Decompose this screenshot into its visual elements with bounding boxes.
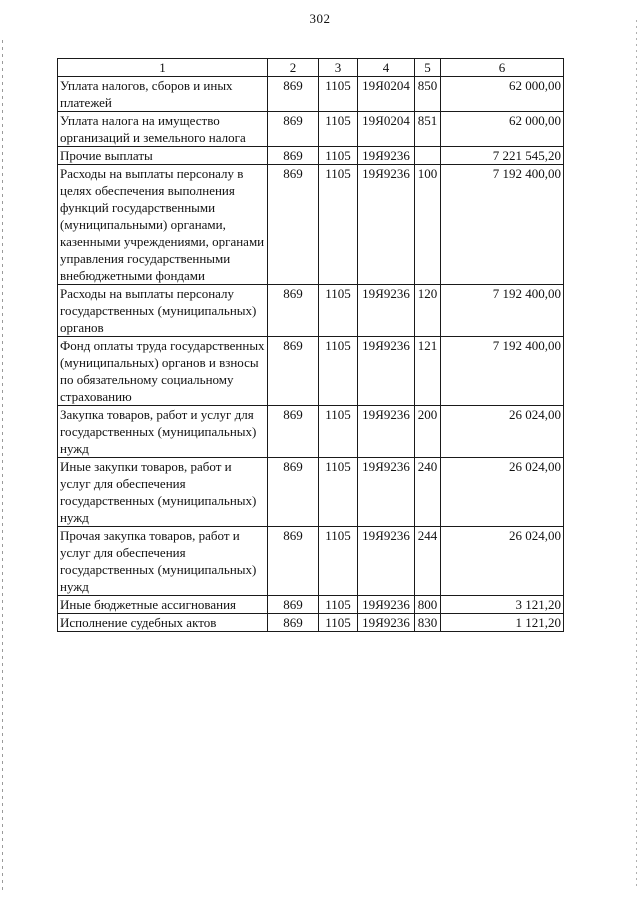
table-row (58, 147, 564, 165)
row-section-code-cell: 1105 (319, 112, 358, 147)
row-expense-type-cell: 851 (415, 112, 441, 147)
row-admin-code-cell: 869 (268, 285, 319, 337)
row-target-code-cell: 19Я9236 (358, 614, 415, 632)
row-amount-cell: 26 024,00 (441, 527, 564, 596)
column-header: 3 (319, 59, 358, 77)
row-name-cell: Уплата налогов, сборов и иных платежей (58, 77, 268, 112)
table-row (58, 458, 564, 527)
row-target-code-cell: 19Я9236 (358, 527, 415, 596)
row-section-code-cell: 1105 (319, 337, 358, 406)
table-row (58, 527, 564, 596)
table-row (58, 406, 564, 458)
row-amount-cell: 1 121,20 (441, 614, 564, 632)
row-name-cell: Прочие выплаты (58, 147, 268, 165)
column-header: 1 (58, 59, 268, 77)
row-admin-code-cell: 869 (268, 165, 319, 285)
row-section-code-cell: 1105 (319, 596, 358, 614)
row-name-cell: Расходы на выплаты персоналу государственных (муниципальных) органов (58, 285, 268, 337)
row-section-code-cell: 1105 (319, 614, 358, 632)
scan-edge-left (2, 40, 3, 890)
row-expense-type-cell: 240 (415, 458, 441, 527)
row-name-cell: Иные бюджетные ассигнования (58, 596, 268, 614)
table-row (58, 337, 564, 406)
row-section-code-cell: 1105 (319, 77, 358, 112)
budget-table (57, 58, 564, 632)
row-name-cell: Уплата налога на имущество организаций и земельного налога (58, 112, 268, 147)
row-expense-type-cell: 121 (415, 337, 441, 406)
row-admin-code-cell: 869 (268, 406, 319, 458)
row-name-cell: Расходы на выплаты персоналу в целях обеспечения выполнения функций государственными (муниципальными) органами, казенными учреждениями, органами управления государственными внебюджетными фондами (58, 165, 268, 285)
row-target-code-cell: 19Я9236 (358, 165, 415, 285)
row-admin-code-cell: 869 (268, 112, 319, 147)
row-name-cell: Исполнение судебных актов (58, 614, 268, 632)
row-target-code-cell: 19Я0204 (358, 77, 415, 112)
row-section-code-cell: 1105 (319, 458, 358, 527)
row-target-code-cell: 19Я9236 (358, 406, 415, 458)
column-header: 5 (415, 59, 441, 77)
row-name-cell: Фонд оплаты труда государственных (муниципальных) органов и взносы по обязательному социальному страхованию (58, 337, 268, 406)
row-amount-cell: 7 192 400,00 (441, 337, 564, 406)
row-admin-code-cell: 869 (268, 614, 319, 632)
row-amount-cell: 26 024,00 (441, 406, 564, 458)
row-expense-type-cell: 200 (415, 406, 441, 458)
row-expense-type-cell: 100 (415, 165, 441, 285)
row-admin-code-cell: 869 (268, 77, 319, 112)
row-amount-cell: 3 121,20 (441, 596, 564, 614)
row-expense-type-cell: 850 (415, 77, 441, 112)
page-number: 302 (309, 11, 331, 26)
row-section-code-cell: 1105 (319, 285, 358, 337)
row-admin-code-cell: 869 (268, 147, 319, 165)
row-section-code-cell: 1105 (319, 527, 358, 596)
table-row (58, 596, 564, 614)
table-row (58, 112, 564, 147)
row-target-code-cell: 19Я9236 (358, 285, 415, 337)
row-target-code-cell: 19Я9236 (358, 596, 415, 614)
row-section-code-cell: 1105 (319, 406, 358, 458)
row-target-code-cell: 19Я9236 (358, 458, 415, 527)
column-header: 6 (441, 59, 564, 77)
column-header: 2 (268, 59, 319, 77)
row-admin-code-cell: 869 (268, 458, 319, 527)
table-row (58, 285, 564, 337)
scan-edge-right (636, 20, 637, 890)
row-amount-cell: 7 221 545,20 (441, 147, 564, 165)
row-expense-type-cell: 830 (415, 614, 441, 632)
row-name-cell: Закупка товаров, работ и услуг для государственных (муниципальных) нужд (58, 406, 268, 458)
row-expense-type-cell: 120 (415, 285, 441, 337)
row-target-code-cell: 19Я0204 (358, 112, 415, 147)
row-target-code-cell: 19Я9236 (358, 337, 415, 406)
column-header: 4 (358, 59, 415, 77)
row-section-code-cell: 1105 (319, 147, 358, 165)
row-amount-cell: 7 192 400,00 (441, 285, 564, 337)
table-row (58, 77, 564, 112)
row-name-cell: Иные закупки товаров, работ и услуг для обеспечения государственных (муниципальных) нужд (58, 458, 268, 527)
table-header-row (58, 59, 564, 77)
row-target-code-cell: 19Я9236 (358, 147, 415, 165)
row-admin-code-cell: 869 (268, 596, 319, 614)
row-expense-type-cell: 244 (415, 527, 441, 596)
row-expense-type-cell: 800 (415, 596, 441, 614)
table-row (58, 614, 564, 632)
row-expense-type-cell (415, 147, 441, 165)
row-admin-code-cell: 869 (268, 337, 319, 406)
row-amount-cell: 62 000,00 (441, 112, 564, 147)
table-row (58, 165, 564, 285)
row-amount-cell: 62 000,00 (441, 77, 564, 112)
row-name-cell: Прочая закупка товаров, работ и услуг для обеспечения государственных (муниципальных) нужд (58, 527, 268, 596)
row-section-code-cell: 1105 (319, 165, 358, 285)
row-admin-code-cell: 869 (268, 527, 319, 596)
row-amount-cell: 26 024,00 (441, 458, 564, 527)
row-amount-cell: 7 192 400,00 (441, 165, 564, 285)
